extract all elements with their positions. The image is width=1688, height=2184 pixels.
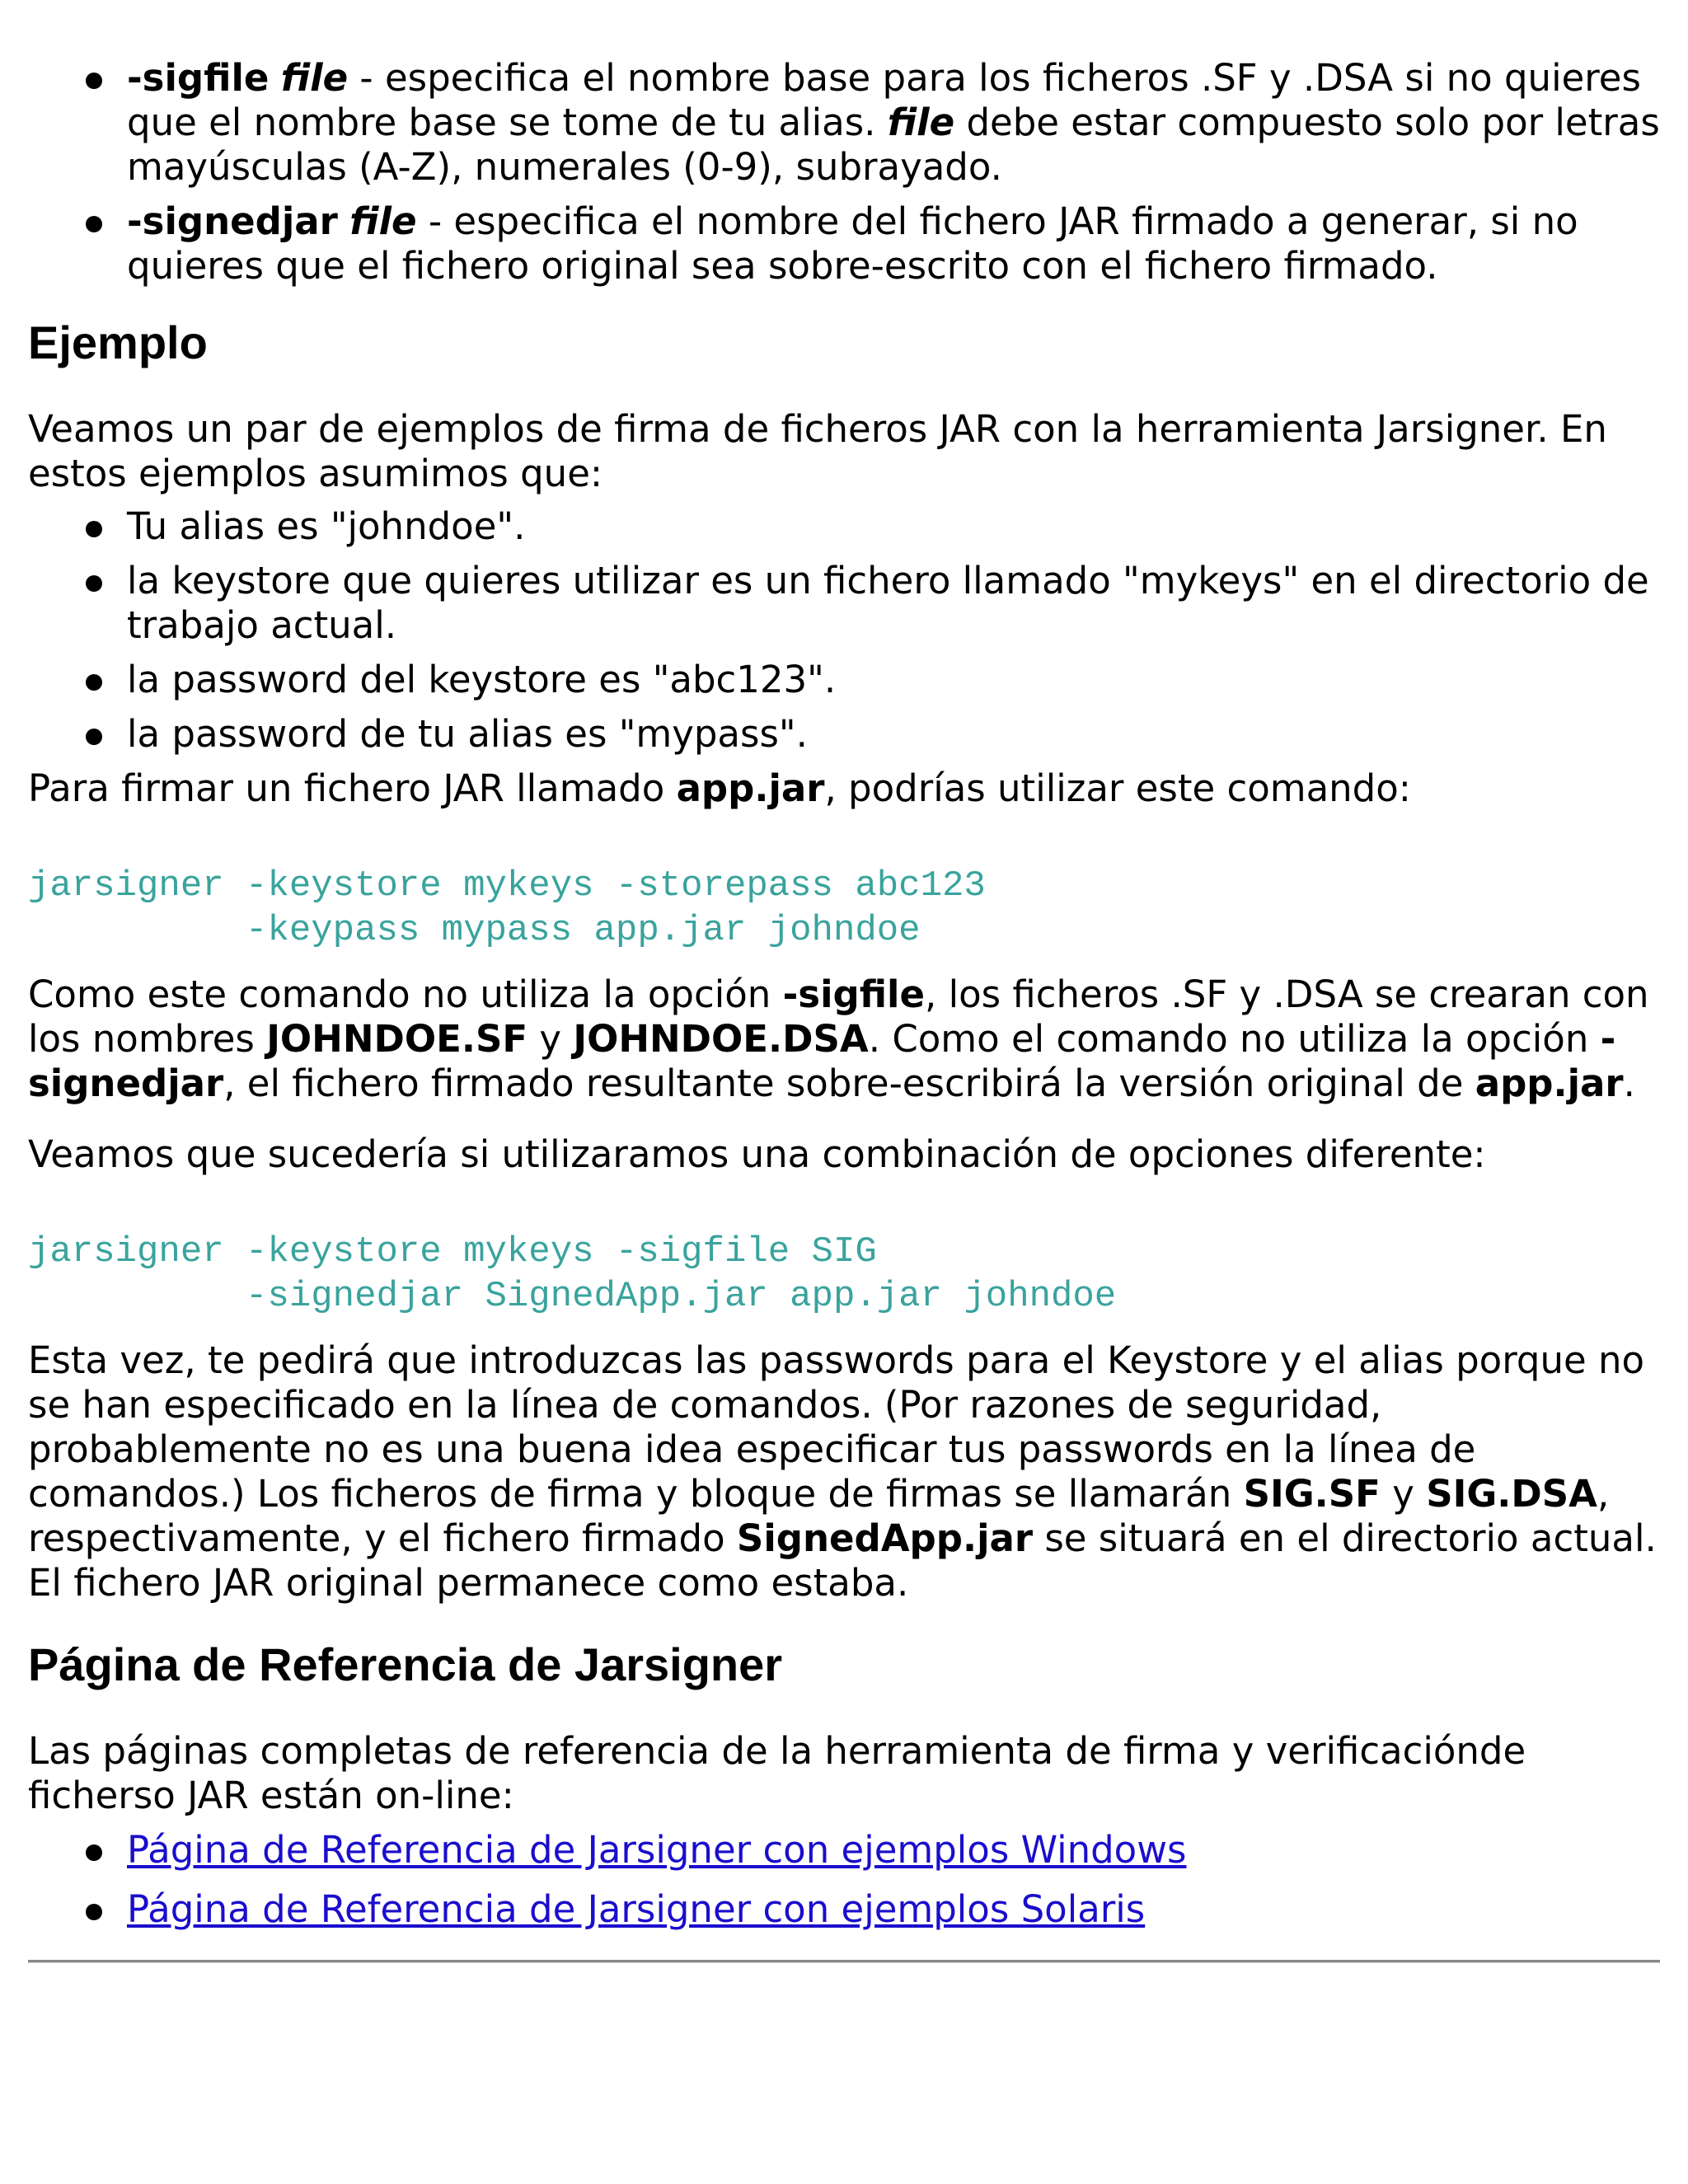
heading-example: Ejemplo — [28, 316, 208, 368]
list-item — [28, 1828, 1660, 1872]
heading-reference: Página de Referencia de Jarsigner — [28, 1638, 783, 1690]
option-arg: file — [349, 199, 417, 243]
option-arg: file — [280, 56, 349, 100]
code-block-2 — [28, 1230, 1660, 1319]
code-block-1 — [28, 864, 1660, 953]
reference-intro: Las páginas completas de referencia de la herramienta de firma y verificaciónde ficherso JAR están on-line: — [28, 1729, 1526, 1817]
link-windows-reference[interactable]: Página de Referencia de Jarsigner con ejemplos Windows — [127, 1828, 1187, 1872]
option-name: -signedjar — [127, 199, 338, 243]
option-name: -sigfile — [127, 56, 270, 100]
bullet-icon — [86, 729, 102, 745]
list-item: la keystore que quieres utilizar es un fichero llamado "mykeys" en el directorio de trabajo actual. — [28, 559, 1660, 648]
bullet-icon — [86, 1904, 102, 1920]
options-list — [28, 0, 1660, 288]
code-line: -keypass mypass app.jar johndoe — [28, 910, 921, 951]
list-item-sigfile — [28, 56, 1660, 190]
bullet-icon — [86, 1844, 102, 1861]
list-item — [28, 1887, 1660, 1932]
bullet-icon — [86, 674, 102, 691]
link-solaris-reference[interactable]: Página de Referencia de Jarsigner con ejemplos Solaris — [127, 1887, 1146, 1931]
option-description: debe estar compuesto solo por letras mayúsculas (A-Z), numerales (0-9), subrayado. — [127, 101, 1660, 189]
list-item-signedjar — [28, 199, 1660, 288]
option-description: - especifica el nombre del fichero JAR firmado a generar, si no quieres que el fichero original sea sobre-escrito con el fichero firmado. — [127, 199, 1578, 288]
example-intro: Veamos un par de ejemplos de firma de ficheros JAR con la herramienta Jarsigner. En estos ejemplos asumimos que: — [28, 407, 1607, 495]
option-arg: file — [887, 101, 955, 144]
explanation-1: Como este comando no utiliza la opción -sigfile, los ficheros .SF y .DSA se crearan con los nombres JOHNDOE.SF y JOHNDOE.DSA. Como el comando no utiliza la opción -signedjar, el fichero firmado resultante sobre-escribirá la versión original de app.jar. — [28, 972, 1649, 1105]
reference-links-list — [28, 1828, 1660, 1932]
list-item: la password del keystore es "abc123". — [28, 658, 1660, 702]
sign-intro: Para firmar un fichero JAR llamado app.jar, podrías utilizar este comando: — [28, 766, 1411, 810]
bullet-icon — [86, 73, 102, 89]
list-item: Tu alias es "johndoe". — [28, 504, 1660, 549]
code-line: jarsigner -keystore mykeys -sigfile SIG — [28, 1231, 877, 1272]
code-line: jarsigner -keystore mykeys -storepass abc123 — [28, 865, 986, 907]
bullet-icon — [86, 575, 102, 592]
bullet-icon — [86, 521, 102, 537]
list-item: la password de tu alias es "mypass". — [28, 712, 1660, 757]
option-description: - especifica el nombre base para los ficheros .SF y .DSA si no quieres que el nombre base se tome de tu alias. — [127, 56, 1641, 144]
horizontal-rule — [28, 1960, 1660, 1963]
code-line: -signedjar SignedApp.jar app.jar johndoe — [28, 1276, 1117, 1317]
combo-intro: Veamos que sucedería si utilizaramos una combinación de opciones diferente: — [28, 1132, 1486, 1176]
bullet-icon — [86, 216, 102, 232]
explanation-2: Esta vez, te pedirá que introduzcas las passwords para el Keystore y el alias porque no se han especificado en la línea de comandos. (Por razones de seguridad, probablemente no es una buena idea especificar tus passwords en la línea de comandos.) Los ficheros de firma y bloque de firmas se llamarán SIG.SF y SIG.DSA, respectivamente, y el fichero firmado SignedApp.jar se situará en el directorio actual. El fichero JAR original permanece como estaba. — [28, 1338, 1657, 1605]
assumptions-list — [28, 504, 1660, 757]
